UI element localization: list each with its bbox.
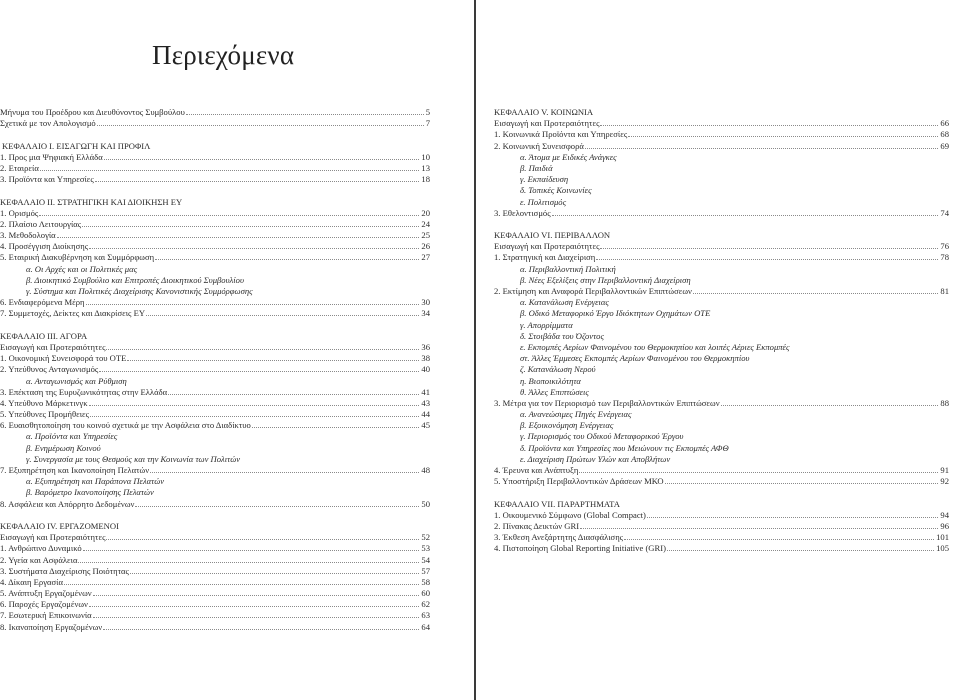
toc-entry-title: 6. Ευαισθητοποίηση του κοινού σχετικά με την Ασφάλεια στο Διαδίκτυο: [0, 420, 251, 431]
toc-page-number: 58: [421, 576, 430, 587]
toc-entry: [0, 308, 430, 319]
toc-entry-title: 6. Παροχές Εργαζομένων: [0, 599, 88, 610]
toc-page-number: 62: [421, 599, 430, 610]
toc-subentry: [494, 297, 949, 308]
toc-entry-title: ζ. Κατανάλωση Νερού: [520, 364, 596, 375]
toc-entry-title: 2. Υγεία και Ασφάλεια: [0, 554, 78, 565]
toc-leader-dots: [667, 544, 934, 551]
toc-leader-dots: [95, 175, 420, 182]
toc-entry-title: α. Κατανάλωση Ενέργειας: [520, 297, 609, 308]
toc-entry-title: 3. Έκθεση Ανεξάρτητης Διασφάλισης: [494, 532, 624, 543]
right-toc: [494, 107, 949, 555]
toc-leader-dots: [106, 343, 419, 350]
toc-spacer: [0, 129, 430, 140]
toc-entry: [0, 599, 430, 610]
toc-entry: [494, 532, 949, 543]
toc-entry: [0, 499, 430, 510]
toc-entry: [494, 510, 949, 521]
toc-entry-title: α. Προϊόντα και Υπηρεσίες: [26, 431, 118, 442]
toc-page-number: 81: [940, 286, 949, 296]
toc-spacer: [494, 487, 949, 498]
toc-spacer: [0, 185, 430, 196]
toc-spacer: [0, 320, 430, 331]
toc-entry-title: 3. Επέκταση της Ευρυζωνικότητας στην Ελλάδα: [0, 386, 168, 397]
toc-entry-title: ΚΕΦΑΛΑΙΟ VI. ΠΕΡΙΒΑΛΛΟΝ: [494, 230, 611, 241]
toc-leader-dots: [600, 242, 938, 249]
toc-chapter-heading: [0, 141, 430, 152]
toc-entry-title: Σχετικά με τον Απολογισμό: [0, 118, 96, 129]
toc-entry: [0, 420, 430, 431]
toc-entry-title: ΚΕΦΑΛΑΙΟ ΙΙ. ΣΤΡΑΤΗΓΙΚΗ ΚΑΙ ΔΙΟΙΚΗΣΗ ΕΥ: [0, 196, 183, 207]
toc-entry-title: 4. Πιστοποίηση Global Reporting Initiative (GRI): [494, 543, 666, 554]
toc-entry-title: 4. Έρευνα και Ανάπτυξη: [494, 465, 579, 475]
toc-leader-dots: [130, 567, 419, 574]
toc-spacer: [494, 219, 949, 230]
toc-entry: [0, 252, 430, 263]
toc-entry: [0, 174, 430, 185]
toc-leader-dots: [89, 399, 420, 406]
toc-subentry: [494, 152, 949, 163]
toc-entry-title: Εισαγωγή και Προτεραιότητες: [0, 532, 106, 543]
toc-subentry: [0, 376, 430, 387]
toc-page-number: 48: [421, 465, 430, 475]
toc-leader-dots: [78, 556, 419, 563]
toc-entry: [0, 409, 430, 420]
toc-page-number: 52: [421, 532, 430, 543]
toc-leader-dots: [99, 365, 419, 372]
toc-entry-title: β. Ενημέρωση Κοινού: [26, 442, 101, 453]
toc-subentry: [0, 275, 430, 286]
toc-entry-title: 5. Υποστήριξη Περιβαλλοντικών Δράσεων ΜΚΟ: [494, 476, 664, 487]
toc-entry-title: 4. Προσέγγιση Διοίκησης: [0, 241, 89, 252]
toc-subentry: [494, 197, 949, 208]
toc-page-number: 68: [940, 129, 949, 140]
toc-subentry: [0, 286, 430, 297]
toc-subentry: [494, 454, 949, 465]
toc-subentry: [494, 443, 949, 454]
toc-leader-dots: [135, 500, 419, 507]
toc-leader-dots: [40, 164, 420, 171]
toc-entry-title: 5. Εταιρική Διακυβέρνηση και Συμμόρφωση: [0, 252, 155, 263]
toc-entry: [0, 107, 430, 118]
toc-entry-title: 8. Ασφάλεια και Απόρρητο Δεδομένων: [0, 498, 135, 509]
toc-subentry: [494, 174, 949, 185]
toc-subentry: [494, 331, 949, 342]
toc-entry-title: ΚΕΦΑΛΑΙΟ ΙΙΙ. ΑΓΟΡΑ: [0, 330, 88, 341]
toc-entry: [494, 252, 949, 263]
toc-subentry: [0, 443, 430, 454]
toc-entry-title: ΚΕΦΑΛΑΙΟ Ι. ΕΙΣΑΓΩΓΗ ΚΑΙ ΠΡΟΦΙΛ: [2, 140, 151, 151]
toc-entry-title: 2. Πίνακας Δεικτών GRI: [494, 520, 580, 531]
toc-page-number: 24: [421, 218, 430, 229]
toc-leader-dots: [57, 231, 420, 238]
toc-page-number: 92: [940, 476, 949, 487]
toc-entry-title: 7. Εσωτερική Επικοινωνία: [0, 610, 92, 621]
toc-entry: [0, 364, 430, 375]
toc-page-number: 5: [425, 107, 430, 117]
toc-leader-dots: [127, 354, 419, 361]
toc-page-number: 66: [940, 118, 949, 129]
toc-subentry: [0, 431, 430, 442]
toc-page-number: 7: [425, 118, 430, 129]
toc-subentry: [494, 376, 949, 387]
toc-entry-title: α. Περιβαλλοντική Πολιτική: [520, 263, 616, 274]
toc-subentry: [494, 308, 949, 319]
toc-subentry: [494, 420, 949, 431]
left-page: [0, 0, 474, 700]
toc-leader-dots: [552, 209, 939, 216]
toc-entry-title: β. Διοικητικό Συμβούλιο και Επιτροπές Διοικητικού Συμβουλίου: [26, 274, 244, 285]
toc-entry: [494, 241, 949, 252]
toc-leader-dots: [146, 309, 419, 316]
toc-entry-title: 5. Υπεύθυνες Προμήθειες: [0, 409, 90, 420]
toc-entry: [494, 208, 949, 219]
toc-page-number: 78: [940, 252, 949, 263]
toc-entry: [0, 152, 430, 163]
toc-leader-dots: [86, 298, 420, 305]
toc-subentry: [494, 409, 949, 420]
toc-entry: [0, 208, 430, 219]
toc-entry-title: 5. Ανάπτυξη Εργαζομένων: [0, 588, 92, 599]
toc-page-number: 13: [421, 162, 430, 173]
toc-page-number: 30: [421, 297, 430, 308]
toc-entry: [0, 555, 430, 566]
toc-leader-dots: [721, 399, 939, 406]
toc-chapter-heading: [0, 331, 430, 342]
toc-entry-title: 6. Ενδιαφερόμενα Μέρη: [0, 297, 85, 308]
toc-entry-title: δ. Τοπικές Κοινωνίες: [520, 185, 592, 196]
toc-entry-title: Εισαγωγή και Προτεραιότητες: [494, 241, 600, 252]
toc-entry: [494, 398, 949, 409]
toc-entry-title: ε. Πολιτισμός: [520, 196, 567, 207]
toc-entry-title: 2. Κοινωνική Συνεισφορά: [494, 140, 584, 151]
toc-entry: [0, 566, 430, 577]
toc-entry-title: Εισαγωγή και Προτεραιότητες: [494, 118, 600, 129]
toc-leader-dots: [580, 522, 938, 529]
toc-page-number: 101: [936, 532, 949, 543]
toc-page-number: 18: [421, 174, 430, 185]
toc-subentry: [494, 431, 949, 442]
toc-subentry: [494, 185, 949, 196]
toc-entry: [494, 543, 949, 554]
toc-entry: [0, 622, 430, 633]
toc-entry-title: η. Βιοποικιλότητα: [520, 375, 581, 386]
toc-page-number: 63: [421, 610, 430, 621]
toc-page-number: 41: [421, 386, 430, 397]
toc-page-number: 88: [940, 397, 949, 408]
toc-entry: [0, 241, 430, 252]
toc-entry-title: γ. Περιορισμός του Οδικού Μεταφορικού Έργου: [520, 431, 684, 442]
toc-leader-dots: [89, 600, 420, 607]
toc-leader-dots: [252, 421, 420, 428]
toc-entry: [494, 118, 949, 129]
toc-leader-dots: [628, 130, 938, 137]
toc-page-number: 64: [421, 621, 430, 632]
toc-entry: [494, 465, 949, 476]
toc-leader-dots: [186, 108, 424, 115]
toc-entry-title: γ. Σύστημα και Πολιτικές Διαχείρισης Κανονιστικής Συμμόρφωσης: [26, 286, 253, 296]
toc-leader-dots: [579, 466, 938, 473]
toc-subentry: [494, 364, 949, 375]
toc-entry-title: β. Εξοικονόμηση Ενέργειας: [520, 420, 614, 431]
toc-entry: [494, 286, 949, 297]
toc-subentry: [494, 275, 949, 286]
toc-leader-dots: [83, 544, 420, 551]
toc-entry-title: ΚΕΦΑΛΑΙΟ VII. ΠΑΡΑΡΤΗΜΑΤΑ: [494, 498, 620, 509]
toc-entry-title: 1. Ανθρώπινο Δυναμικό: [0, 543, 82, 554]
toc-entry-title: 2. Εταιρεία: [0, 162, 39, 173]
toc-page-number: 25: [421, 230, 430, 241]
toc-entry: [0, 398, 430, 409]
toc-entry-title: β. Νέες Εξελίξεις στην Περιβαλλοντική Διαχείριση: [520, 274, 691, 285]
toc-entry: [0, 353, 430, 364]
toc-entry-title: α. Ανταγωνισμός και Ρύθμιση: [26, 375, 127, 386]
toc-leader-dots: [93, 611, 420, 618]
toc-page-number: 10: [421, 151, 430, 162]
toc-page-number: 40: [421, 364, 430, 375]
toc-entry: [0, 297, 430, 308]
toc-entry-title: 4. Δίκαιη Εργασία: [0, 576, 63, 587]
toc-leader-dots: [39, 209, 419, 216]
toc-leader-dots: [82, 220, 419, 227]
toc-page-number: 96: [940, 520, 949, 531]
toc-entry-title: ε. Εκπομπές Αερίων Φαινομένου του Θερμοκηπίου και λοιπές Αέριες Εκπομπές: [520, 341, 790, 352]
toc-entry-title: 2. Εκτίμηση και Αναφορά Περιβαλλοντικών Επιπτώσεων: [494, 286, 692, 296]
toc-entry: [0, 342, 430, 353]
toc-page-number: 20: [421, 207, 430, 218]
toc-subentry: [494, 264, 949, 275]
toc-page-number: 43: [421, 397, 430, 408]
toc-entry-title: 3. Συστήματα Διαχείρισης Ποιότητας: [0, 565, 129, 576]
toc-subentry: [494, 342, 949, 353]
toc-entry: [0, 163, 430, 174]
toc-leader-dots: [624, 533, 934, 540]
toc-entry-title: 7. Εξυπηρέτηση και Ικανοποίηση Πελατών: [0, 465, 150, 475]
toc-leader-dots: [97, 119, 424, 126]
toc-chapter-heading: [0, 197, 430, 208]
toc-page-number: 54: [421, 554, 430, 565]
right-page: [476, 0, 959, 700]
toc-leader-dots: [64, 578, 419, 585]
toc-entry-title: γ. Εκπαίδευση: [520, 174, 569, 185]
toc-leader-dots: [596, 253, 938, 260]
toc-page-number: 76: [940, 241, 949, 252]
toc-entry-title: 3. Εθελοντισμός: [494, 207, 551, 218]
toc-leader-dots: [168, 388, 419, 395]
toc-entry: [494, 141, 949, 152]
toc-subentry: [494, 320, 949, 331]
toc-leader-dots: [90, 410, 419, 417]
toc-entry-title: α. Ανανεώσιμες Πηγές Ενέργειας: [520, 409, 632, 420]
toc-entry: [0, 577, 430, 588]
toc-page-number: 44: [421, 409, 430, 420]
toc-page-number: 105: [936, 543, 949, 554]
toc-subentry: [0, 476, 430, 487]
toc-entry-title: 1. Οικουμενικό Σύμφωνο (Global Compact): [494, 509, 646, 520]
toc-entry-title: γ. Συνεργασία με τους Θεσμούς και την Κοινωνία των Πολιτών: [26, 453, 241, 464]
toc-entry: [494, 476, 949, 487]
toc-page-number: 69: [940, 140, 949, 151]
toc-page-number: 45: [421, 420, 430, 431]
toc-entry-title: ΚΕΦΑΛΑΙΟ V. ΚΟΙΝΩΝΙΑ: [494, 107, 594, 117]
toc-entry-title: Μήνυμα του Προέδρου και Διευθύνοντος Συμβούλου: [0, 107, 185, 117]
toc-leader-dots: [93, 589, 420, 596]
toc-page-number: 36: [421, 341, 430, 352]
toc-subentry: [494, 353, 949, 364]
page-title: Περιεχόμενα: [152, 40, 295, 70]
toc-entry: [0, 610, 430, 621]
toc-chapter-heading: [0, 521, 430, 532]
toc-leader-dots: [585, 142, 939, 149]
toc-entry: [0, 588, 430, 599]
toc-page-number: 60: [421, 588, 430, 599]
toc-subentry: [0, 454, 430, 465]
toc-page-number: 94: [940, 509, 949, 520]
toc-entry-title: δ. Στοιβάδα του Όζοντος: [520, 330, 604, 341]
toc-entry-title: β. Οδικό Μεταφορικό Έργο Ιδιόκτητων Οχημάτων ΟΤΕ: [520, 308, 711, 319]
toc-leader-dots: [665, 477, 939, 484]
left-toc: [0, 107, 430, 633]
toc-entry-title: ε. Διαχείριση Πρώτων Υλών και Αποβλήτων: [520, 453, 671, 464]
toc-page-number: 27: [421, 252, 430, 263]
toc-entry-title: 1. Κοινωνικά Προϊόντα και Υπηρεσίες: [494, 129, 628, 140]
toc-leader-dots: [106, 533, 419, 540]
toc-entry-title: Εισαγωγή και Προτεραιότητες: [0, 341, 106, 352]
toc-entry-title: 3. Μεθοδολογία: [0, 230, 56, 241]
toc-entry-title: β. Βαρόμετρο Ικανοποίησης Πελατών: [26, 487, 154, 498]
toc-entry-title: δ. Προϊόντα και Υπηρεσίες που Μειώνουν τις Εκπομπές ΑΦΘ: [520, 442, 729, 453]
toc-page-number: 74: [940, 207, 949, 218]
toc-entry-title: 7. Συμμετοχές, Δείκτες και Διακρίσεις ΕΥ: [0, 308, 146, 319]
toc-subentry: [494, 387, 949, 398]
toc-entry-title: α. Εξυπηρέτηση και Παράπονα Πελατών: [26, 476, 165, 487]
toc-entry-title: α. Άτομα με Ειδικές Ανάγκες: [520, 151, 617, 162]
toc-entry: [494, 521, 949, 532]
toc-entry-title: β. Παιδιά: [520, 162, 553, 173]
toc-subentry: [0, 264, 430, 275]
toc-page-number: 53: [421, 543, 430, 554]
toc-entry-title: 1. Προς μια Ψηφιακή Ελλάδα: [0, 151, 103, 162]
toc-entry: [0, 118, 430, 129]
toc-entry-title: 8. Ικανοποίηση Εργαζομένων: [0, 621, 103, 632]
toc-page-number: 34: [421, 308, 430, 319]
toc-entry-title: 3. Μέτρα για τον Περιορισμό των Περιβαλλοντικών Επιπτώσεων: [494, 397, 720, 408]
toc-leader-dots: [104, 153, 420, 160]
toc-entry-title: γ. Απορρίμματα: [520, 319, 573, 330]
toc-subentry: [0, 487, 430, 498]
toc-entry-title: ΚΕΦΑΛΑΙΟ IV. ΕΡΓΑΖΟΜΕΝΟΙ: [0, 520, 119, 531]
toc-page-number: 38: [421, 353, 430, 364]
toc-page-number: 26: [421, 241, 430, 252]
toc-leader-dots: [150, 466, 419, 473]
toc-page-number: 57: [421, 565, 430, 576]
toc-entry: [0, 465, 430, 476]
toc-page-number: 91: [940, 465, 949, 475]
toc-entry-title: 2. Υπεύθυνος Ανταγωνισμός: [0, 364, 99, 375]
toc-leader-dots: [647, 511, 939, 518]
toc-entry-title: α. Οι Αρχές και οι Πολιτικές μας: [26, 263, 138, 274]
toc-chapter-heading: [494, 499, 949, 510]
toc-entry: [0, 543, 430, 554]
toc-entry: [0, 532, 430, 543]
toc-entry-title: θ. Άλλες Επιπτώσεις: [520, 386, 589, 397]
toc-entry-title: 1. Στρατηγική και Διαχείριση: [494, 252, 596, 263]
toc-spacer: [0, 510, 430, 521]
toc-leader-dots: [103, 623, 419, 630]
toc-entry-title: στ. Άλλες Έμμεσες Εκπομπές Αερίων Φαινομένου του Θερμοκηπίου: [520, 353, 750, 364]
toc-subentry: [494, 163, 949, 174]
toc-page-number: 50: [421, 498, 430, 509]
toc-leader-dots: [600, 119, 938, 126]
toc-leader-dots: [155, 253, 419, 260]
toc-entry: [0, 387, 430, 398]
toc-leader-dots: [89, 242, 419, 249]
toc-entry: [0, 230, 430, 241]
toc-entry-title: 2. Πλαίσιο Λειτουργίας: [0, 218, 82, 229]
toc-entry-title: 1. Ορισμός: [0, 207, 39, 218]
toc-chapter-heading: [494, 107, 949, 118]
toc-entry: [494, 129, 949, 140]
toc-entry-title: 1. Οικονομική Συνεισφορά του ΟΤΕ: [0, 353, 127, 364]
toc-entry-title: 3. Προϊόντα και Υπηρεσίες: [0, 174, 94, 185]
toc-entry-title: 4. Υπεύθυνο Μάρκετινγκ: [0, 397, 88, 408]
toc-leader-dots: [693, 287, 939, 294]
toc-chapter-heading: [494, 230, 949, 241]
toc-entry: [0, 219, 430, 230]
